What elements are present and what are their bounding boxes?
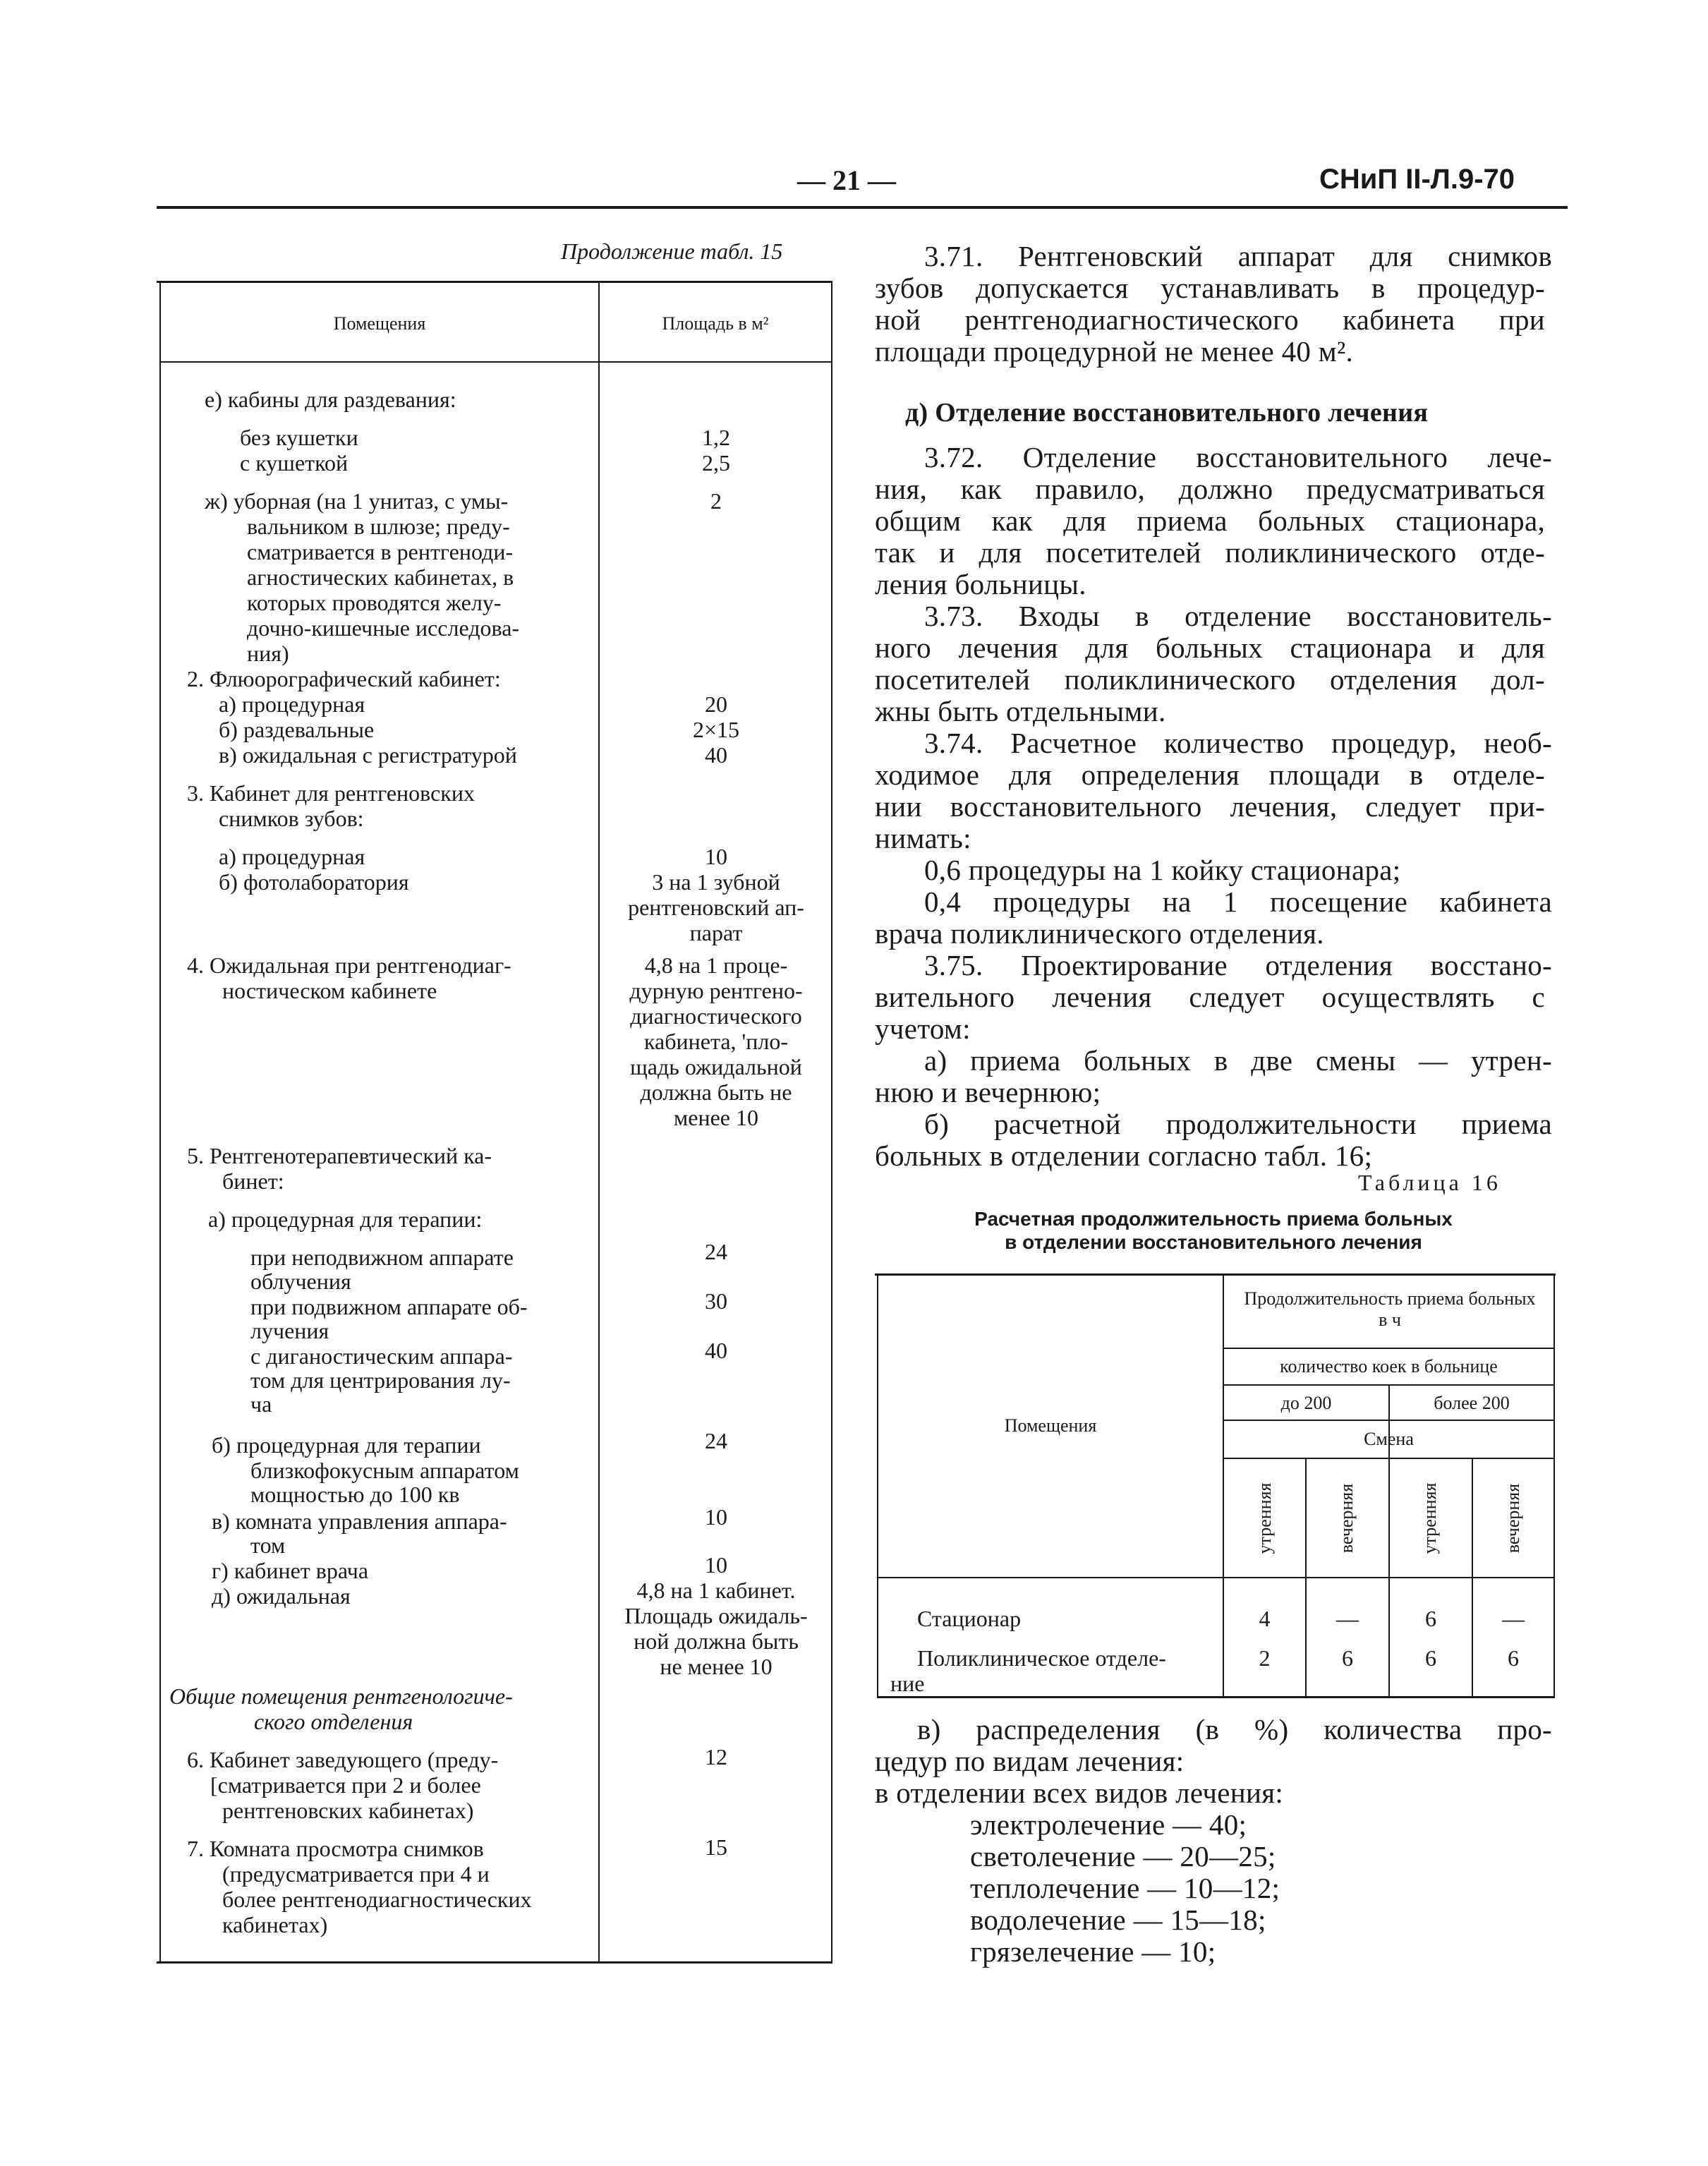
table-label: Таблица 16 xyxy=(1358,1170,1501,1195)
col-header-area: Площадь в м² xyxy=(662,313,769,334)
paragraph-3-75: нюю и вечернюю; xyxy=(875,1076,1101,1108)
table-row-label: том для центрирования лу- xyxy=(250,1367,511,1393)
paragraph-3-75: учетом: xyxy=(875,1012,971,1045)
paragraph-3-74: ходимое для определения площади в отделе- xyxy=(875,758,1545,791)
area-value: 20 xyxy=(705,691,727,717)
area-value: 40 xyxy=(705,1338,727,1363)
t16-cell: 2 xyxy=(1259,1645,1271,1671)
paragraph-3-72: ления больницы. xyxy=(875,568,1086,600)
table-row-label: 7. Комната просмотра снимков xyxy=(187,1836,484,1861)
table-row-label: а) процедурная xyxy=(219,844,365,869)
area-value: парат xyxy=(689,920,743,945)
area-value: 30 xyxy=(705,1288,727,1314)
table-row-label: с диганостическим аппара- xyxy=(250,1343,513,1369)
paragraph-3-74: 0,6 процедуры на 1 койку стационара; xyxy=(924,854,1401,886)
t16-row-label: Стационар xyxy=(917,1606,1022,1631)
t16-cell: 6 xyxy=(1342,1645,1353,1671)
t16-header: до 200 xyxy=(1280,1393,1332,1413)
paragraph-3-71: зубов допускается устанавливать в процедур- xyxy=(875,272,1545,304)
table-row-label: г) кабинет врача xyxy=(212,1558,369,1583)
table-row-label: с кушеткой xyxy=(240,450,349,476)
t16-cell: 6 xyxy=(1425,1606,1436,1631)
area-value: 3 на 1 зубной xyxy=(652,869,780,895)
paragraph-3-72: ния, как правило, должно предусматриваться xyxy=(875,473,1545,505)
table-row-label: [сматривается при 2 и более xyxy=(210,1772,481,1798)
paragraph-3-71: площади процедурной не менее 40 м². xyxy=(875,335,1354,368)
table-row-label: бинет: xyxy=(222,1168,284,1194)
table-row-label: агностических кабинетах, в xyxy=(247,564,514,590)
paragraph-distribution: в) распределения (в %) количества про- xyxy=(917,1713,1552,1745)
area-value: 40 xyxy=(705,742,727,768)
paragraph-3-75: а) приема больных в две смены — утрен- xyxy=(924,1044,1552,1077)
area-value: щадь ожидальной xyxy=(630,1054,802,1079)
area-value: 10 xyxy=(705,1552,727,1578)
paragraph-3-75: больных в отделении согласно табл. 16; xyxy=(875,1139,1373,1172)
table-row-label: вальником в шлюзе; преду- xyxy=(247,514,510,539)
table-row-label: 4. Ожидальная при рентгенодиаг- xyxy=(187,952,511,978)
table-row-label: лучения xyxy=(250,1318,329,1343)
header-rule xyxy=(157,206,1568,209)
area-value: дурную рентгено- xyxy=(629,978,803,1003)
table-row-label: облучения xyxy=(250,1269,351,1294)
t16-bottom-rule xyxy=(877,1696,1555,1698)
table-row-label: 3. Кабинет для рентгеновских xyxy=(187,780,475,806)
table-row-label: д) ожидальная xyxy=(212,1583,351,1609)
paragraph-3-71: 3.71. Рентгеновский аппарат для снимков xyxy=(924,240,1552,272)
t16-right-border xyxy=(1553,1273,1555,1697)
t16-header: более 200 xyxy=(1434,1393,1510,1413)
t16-header: Продолжительность приема больных в ч xyxy=(1244,1288,1536,1330)
area-value: 10 xyxy=(705,1504,727,1530)
table-row-label: в) ожидальная с регистратурой xyxy=(219,742,517,768)
paragraph-3-72: общим как для приема больных стационара, xyxy=(875,504,1545,537)
paragraph-3-71: ной рентгенодиагностического кабинета при xyxy=(875,303,1545,336)
table-bottom-rule xyxy=(157,1961,832,1964)
area-value: 2×15 xyxy=(692,717,740,742)
table-row-label: б) процедурная для терапии xyxy=(212,1432,481,1458)
paragraph-3-75: 3.75. Проектирование отделения восстано- xyxy=(924,949,1552,981)
paragraph-3-73: посетителей поликлинического отделения дол- xyxy=(875,663,1545,696)
table-row-label: кабинетах) xyxy=(222,1912,328,1937)
table-row-label: которых проводятся желу- xyxy=(247,590,502,615)
table-section-heading: ского отделения xyxy=(254,1709,413,1734)
t16-shift-header: вечерняя xyxy=(1336,1483,1357,1554)
table-row-label: 5. Рентгенотерапевтический ка- xyxy=(187,1143,492,1168)
table-row-label: близкофокусным аппаратом xyxy=(250,1458,519,1483)
t16-head-rule xyxy=(878,1577,1553,1578)
t16-row-label: ние xyxy=(890,1671,925,1696)
t16-cell: — xyxy=(1336,1606,1359,1631)
table-row-label: в) комната управления аппара- xyxy=(212,1508,507,1534)
table-row-label: при неподвижном аппарате xyxy=(250,1245,514,1270)
table-caption: Продолжение табл. 15 xyxy=(561,238,783,264)
table-row-label: при подвижном аппарате об- xyxy=(250,1294,528,1319)
area-value: не менее 10 xyxy=(660,1654,773,1679)
t16-col-header: Помещения xyxy=(1004,1415,1097,1436)
area-value: 4,8 на 1 проце- xyxy=(644,952,788,978)
table-top-rule xyxy=(157,281,832,283)
t16-header: Смена xyxy=(1364,1429,1414,1449)
t16-cell: 6 xyxy=(1425,1645,1436,1671)
t16-cell: — xyxy=(1502,1606,1525,1631)
table-section-heading: Общие помещения рентгенологиче- xyxy=(169,1683,513,1709)
paragraph-3-74: нимать: xyxy=(875,822,971,854)
area-value: 2,5 xyxy=(702,450,730,476)
table-row-label: том xyxy=(250,1532,286,1558)
document-code: СНиП II-Л.9-70 xyxy=(1319,164,1515,195)
table-row-label: а) процедурная для терапии: xyxy=(208,1206,483,1232)
paragraph-3-75: вительного лечения следует осуществлять с xyxy=(875,981,1545,1013)
area-value: Площадь ожидаль- xyxy=(624,1603,808,1628)
table-row-label: ностическом кабинете xyxy=(222,978,437,1003)
table-row-label: б) раздевальные xyxy=(219,717,375,742)
table-row-label: мощностью до 100 кв xyxy=(250,1482,460,1507)
table-row-label: более рентгенодиагностических xyxy=(222,1887,532,1912)
table-left-border xyxy=(159,281,161,1961)
section-heading: д) Отделение восстановительного лечения xyxy=(905,398,1429,428)
table-row-label: снимков зубов: xyxy=(219,806,364,831)
area-value: 12 xyxy=(705,1744,727,1769)
paragraph-3-73: ного лечения для больных стационара и для xyxy=(875,631,1545,664)
paragraph-3-72: так и для посетителей поликлинического отде- xyxy=(875,536,1545,569)
area-value: диагностического xyxy=(630,1003,802,1029)
t16-cell: 4 xyxy=(1259,1606,1271,1631)
t16-row-label: Поликлиническое отделе- xyxy=(917,1645,1166,1671)
t16-cell: 6 xyxy=(1508,1645,1519,1671)
area-value: кабинета, 'пло- xyxy=(643,1029,789,1054)
area-value: рентгеновский ап- xyxy=(628,895,804,920)
paragraph-3-74: 0,4 процедуры на 1 посещение кабинета xyxy=(924,885,1552,918)
table-row-label: а) процедурная xyxy=(219,691,365,717)
area-value: 15 xyxy=(705,1834,727,1860)
paragraph-3-75: б) расчетной продолжительности приема xyxy=(924,1108,1552,1140)
area-value: менее 10 xyxy=(674,1105,758,1130)
area-value: ной должна быть xyxy=(634,1628,799,1654)
col-header-rooms: Помещения xyxy=(333,313,426,334)
paragraph-distribution: цедур по видам лечения: xyxy=(875,1745,1185,1777)
area-value: 24 xyxy=(705,1428,727,1453)
list-item: теплолечение — 10—12; xyxy=(970,1872,1280,1904)
list-item: грязелечение — 10; xyxy=(970,1935,1216,1968)
t16-shift-header: утренняя xyxy=(1419,1482,1440,1554)
area-value: должна быть не xyxy=(640,1079,792,1105)
table-title: в отделении восстановительного лечения xyxy=(1005,1231,1422,1253)
paragraph-distribution: в отделении всех видов лечения: xyxy=(875,1777,1284,1809)
area-value: 2 xyxy=(710,488,722,514)
table-row-label: ж) уборная (на 1 унитаз, с умы- xyxy=(205,488,509,514)
t16-shift-header: вечерняя xyxy=(1503,1483,1523,1554)
list-item: водолечение — 15—18; xyxy=(970,1904,1266,1936)
table-row-label: ча xyxy=(250,1391,272,1417)
t16-left-border xyxy=(877,1273,878,1697)
table-row-label: 6. Кабинет заведующего (преду- xyxy=(187,1747,499,1772)
table-row-label: 2. Флюорографический кабинет: xyxy=(187,666,501,691)
area-value: 24 xyxy=(705,1239,727,1264)
t16-top-rule xyxy=(875,1273,1556,1276)
table-row-label: ния) xyxy=(247,641,289,666)
paragraph-3-74: врача поликлинического отделения. xyxy=(875,917,1324,950)
area-value: 4,8 на 1 кабинет. xyxy=(636,1578,796,1603)
table-title: Расчетная продолжительность приема больных xyxy=(974,1208,1453,1230)
paragraph-3-73: жны быть отдельными. xyxy=(875,695,1166,727)
t16-col-divider xyxy=(1223,1273,1224,1697)
table-row-label: рентгеновских кабинетах) xyxy=(222,1798,474,1823)
table-row-label: без кушетки xyxy=(240,425,358,450)
t16-shift-header: утренняя xyxy=(1254,1482,1275,1554)
table-row-label: сматривается в рентгеноди- xyxy=(247,539,514,564)
table-row-label: (предусматривается при 4 и xyxy=(222,1861,490,1887)
t16-rule xyxy=(1224,1348,1553,1349)
paragraph-3-74: нии восстановительного лечения, следует при- xyxy=(875,790,1545,823)
paragraph-3-73: 3.73. Входы в отделение восстановитель- xyxy=(924,600,1552,632)
paragraph-3-74: 3.74. Расчетное количество процедур, необ- xyxy=(924,727,1552,759)
area-value: 10 xyxy=(705,844,727,869)
table-row-label: б) фотолаборатория xyxy=(219,869,409,895)
area-value: 1,2 xyxy=(702,425,730,450)
table-row-label: дочно-кишечные исследова- xyxy=(247,615,520,641)
list-item: светолечение — 20—25; xyxy=(970,1840,1276,1872)
table-head-rule xyxy=(159,361,832,363)
table-row-label: е) кабины для раздевания: xyxy=(205,387,456,412)
paragraph-3-72: 3.72. Отделение восстановительного лече- xyxy=(924,441,1552,473)
t16-header: количество коек в больнице xyxy=(1280,1356,1498,1377)
page-number: — 21 — xyxy=(797,164,896,196)
list-item: электролечение — 40; xyxy=(970,1808,1247,1841)
